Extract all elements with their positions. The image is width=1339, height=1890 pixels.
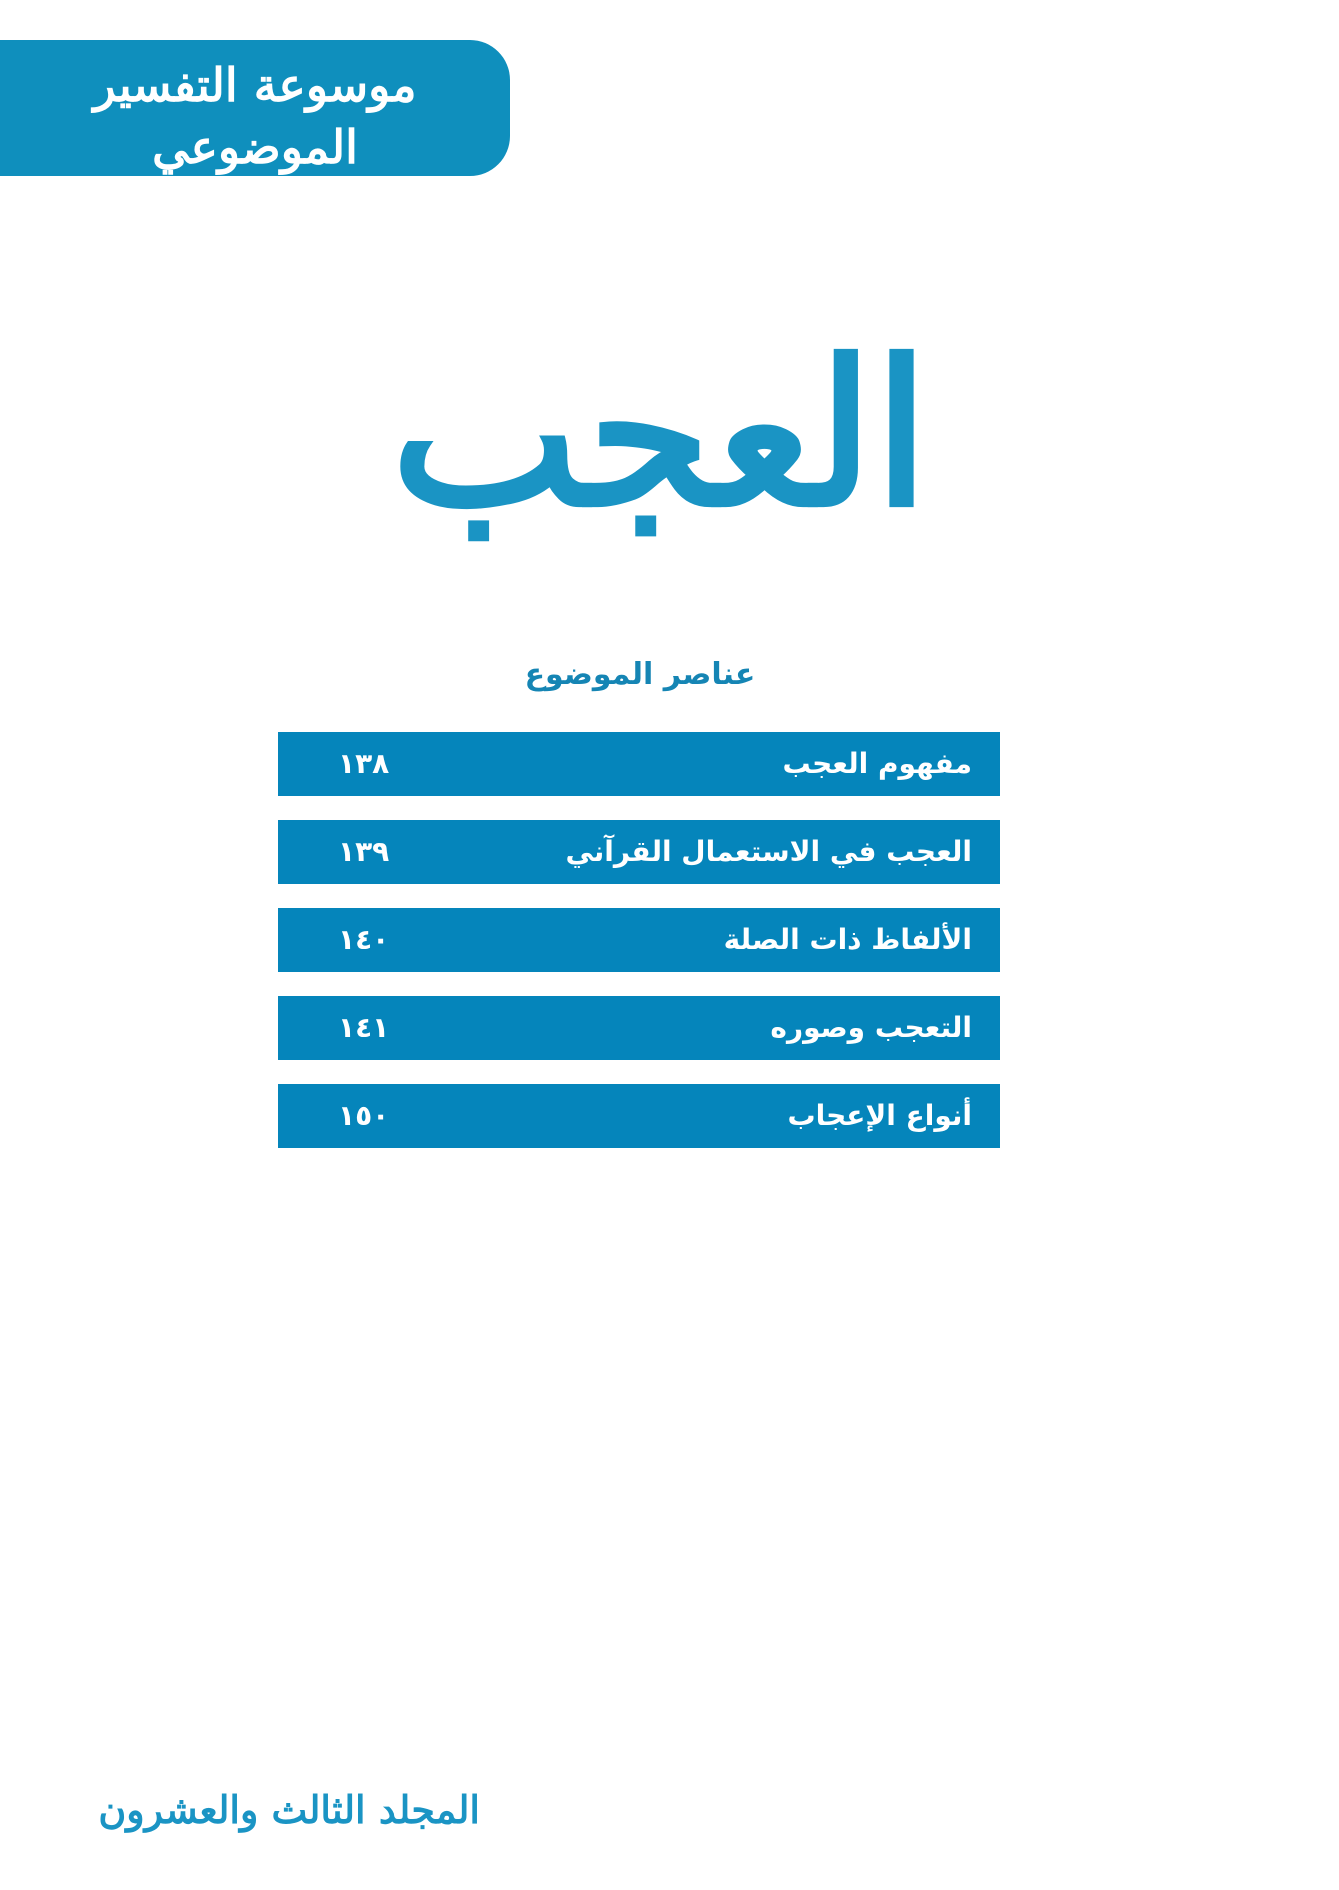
toc-item-label: أنواع الإعجاب — [787, 1099, 972, 1132]
toc-item[interactable] — [278, 820, 1000, 884]
toc-item-page: ١٤١ — [338, 1011, 390, 1044]
toc-item[interactable] — [278, 1084, 1000, 1148]
toc-item-label: العجب في الاستعمال القرآني — [565, 835, 972, 868]
series-title: موسوعة التفسير الموضوعي — [93, 58, 417, 174]
series-subtitle: للقرآن الكريم — [186, 180, 324, 209]
table-of-contents — [278, 732, 1000, 1172]
chapter-title: العجب — [390, 317, 930, 552]
elements-heading: عناصر الموضوع — [524, 657, 756, 692]
toc-item-page: ١٥٠ — [338, 1099, 390, 1132]
toc-item-label: مفهوم العجب — [782, 747, 972, 780]
toc-item[interactable] — [278, 732, 1000, 796]
toc-item-page: ١٣٩ — [338, 835, 390, 868]
toc-item[interactable] — [278, 996, 1000, 1060]
toc-item-label: الألفاظ ذات الصلة — [723, 923, 972, 956]
toc-item-page: ١٤٠ — [338, 923, 390, 956]
volume-label: المجلد الثالث والعشرون — [98, 1787, 480, 1832]
toc-item[interactable] — [278, 908, 1000, 972]
series-banner — [0, 40, 510, 209]
toc-item-label: التعجب وصوره — [770, 1011, 972, 1044]
toc-item-page: ١٣٨ — [338, 747, 390, 780]
